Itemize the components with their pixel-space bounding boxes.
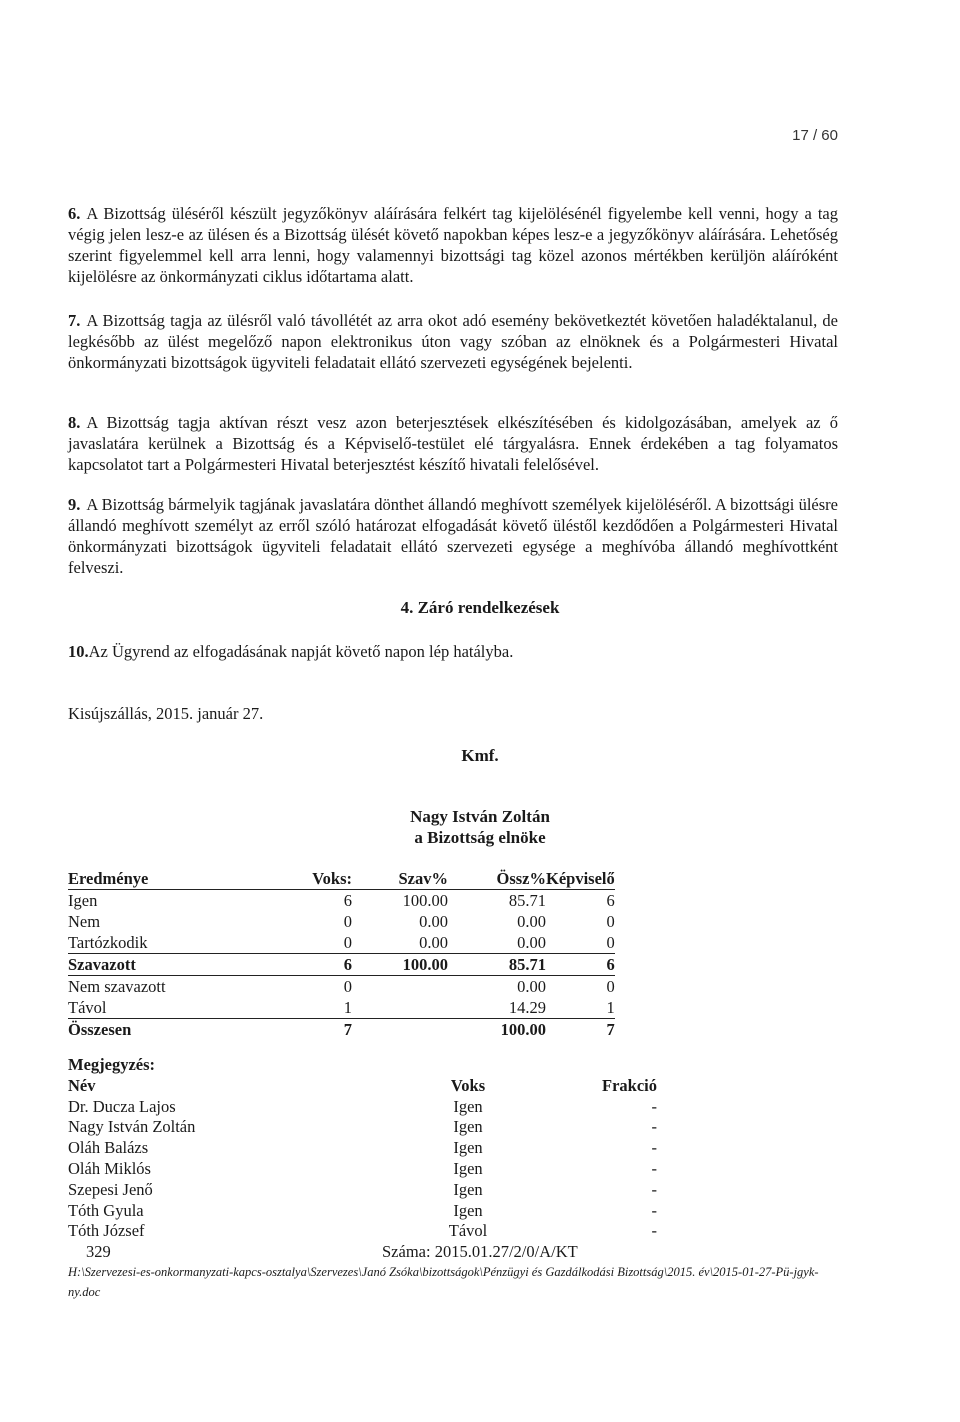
section-heading: 4. Záró rendelkezések — [400, 598, 560, 617]
table-cell: 100.00 — [500, 1020, 546, 1039]
paragraph-number: 9. — [68, 495, 81, 514]
header-vote: Voks — [450, 1075, 486, 1095]
paragraph-text: A Bizottság bármelyik tagjának javaslatára dönthet állandó meghívott személyek kijelöléséről. A bizottsági ülésre állandó meghívott személyt az erről szóló határozat elfogadását követő üléstől kezdődően a Polgármesteri Hivatal önkormányzati bizottságok ügyviteli feladatait ellátó szervezeti egysége a meghívóba állandó meghívottként felveszi. — [68, 495, 838, 577]
table-row — [68, 890, 615, 912]
header-faction: Frakció — [602, 1075, 657, 1095]
header-cell: Eredménye — [68, 868, 264, 890]
paragraph-6 — [68, 203, 838, 287]
signer-title: a Bizottság elnöke — [414, 828, 546, 847]
table-cell: 7 — [343, 1020, 352, 1039]
paragraph-text: A Bizottság tagja aktívan részt vesz azon beterjesztések elkészítésében és kidolgozásában, amelyek az ő javaslatára kerülnek a Bizottság és a Képviselő-testület elé tárgyalásra. Ennek érdekében a tag folyamatos kapcsolatot tart a Polgármesteri Hivatal beterjesztést készítő hivatali felelősével. — [68, 413, 838, 474]
member-vote: Igen — [453, 1096, 483, 1116]
table-cell: 0.00 — [419, 912, 448, 931]
member-faction: - — [651, 1221, 657, 1241]
member-name: Szepesi Jenő — [68, 1179, 153, 1199]
table-cell — [352, 976, 448, 998]
table-cell: Igen — [68, 891, 98, 910]
table-cell: 0 — [343, 977, 352, 996]
table-cell: 0.00 — [448, 932, 546, 954]
paragraph-7 — [68, 310, 838, 373]
table-cell: 0 — [606, 912, 615, 931]
table-cell: 0 — [606, 977, 615, 996]
table-cell: 6 — [264, 954, 352, 976]
table-cell: 6 — [606, 891, 615, 910]
paragraph-number: 10. — [68, 642, 89, 661]
table-cell: 6 — [546, 954, 615, 976]
member-vote: Igen — [453, 1200, 483, 1220]
member-faction: - — [651, 1096, 657, 1116]
paragraph-text: A Bizottság tagja az ülésről való távollétét az arra okot adó esemény bekövetkeztét követően haladéktalanul, de legkésőbb az ülést megelőző napon elektronikus úton vagy szóban az elnöknek és a Polgármesteri Hivatal önkormányzati bizottságok ügyviteli feladatait ellátó szervezeti egységének bejelenti. — [68, 311, 838, 372]
table-cell: 0 — [264, 932, 352, 954]
header-name: Név — [68, 1075, 96, 1095]
member-faction: - — [651, 1179, 657, 1199]
table-cell: 1 — [264, 997, 352, 1019]
header-cell: Képviselő — [546, 869, 615, 888]
paragraph-text: A Bizottság üléséről készült jegyzőkönyv aláírására felkért tag kijelölésénél figyelembe kell venni, hogy a tag végig jelen lesz-e az ülésen és a Bizottság ülését követő napokban képes lesz-e a jegyzőkönyv aláírására. Lehetőség szerint figyelemmel kell arra lenni, hogy valamennyi bizottsági tag közel azonos mértékben kerüljön aláíróként kijelölésre az önkormányzati ciklus időtartama alatt. — [68, 204, 838, 286]
table-cell — [352, 997, 448, 1019]
table-row — [68, 976, 615, 998]
table-row — [68, 932, 615, 954]
member-name: Tóth Gyula — [68, 1200, 144, 1220]
table-cell: Nem — [68, 912, 101, 931]
table-cell: 1 — [546, 997, 615, 1019]
megjegyzes-label: Megjegyzés: — [68, 1055, 156, 1074]
table-row — [68, 1019, 615, 1041]
table-row — [68, 954, 615, 976]
paragraph-9 — [68, 494, 838, 578]
table-cell: 85.71 — [448, 954, 546, 976]
result-table-header — [68, 868, 615, 890]
table-row — [68, 911, 615, 932]
member-faction: - — [651, 1158, 657, 1178]
table-cell: Távol — [68, 997, 264, 1019]
member-vote: Igen — [453, 1117, 483, 1137]
member-vote: Igen — [453, 1158, 483, 1178]
signer-name: Nagy István Zoltán — [410, 807, 550, 826]
paragraph-text: Az Ügyrend az elfogadásának napját követő napon lép hatályba. — [88, 642, 514, 661]
member-name: Oláh Balázs — [68, 1138, 149, 1158]
member-name: Dr. Ducza Lajos — [68, 1096, 176, 1116]
place-date: Kisújszállás, 2015. január 27. — [68, 704, 264, 723]
header-cell: Voks: — [264, 868, 352, 890]
member-vote: Igen — [453, 1179, 483, 1199]
result-table — [68, 868, 615, 1040]
paragraph-8 — [68, 412, 838, 475]
table-cell: Szavazott — [68, 954, 264, 976]
table-cell — [352, 1019, 448, 1041]
table-cell: 0.00 — [517, 912, 546, 931]
member-faction: - — [651, 1138, 657, 1158]
table-cell: 6 — [343, 891, 352, 910]
member-name: Tóth József — [68, 1221, 145, 1241]
member-vote: Igen — [453, 1138, 483, 1158]
table-cell: 0 — [546, 932, 615, 954]
table-cell: Nem szavazott — [68, 977, 166, 996]
member-name: Nagy István Zoltán — [68, 1117, 196, 1137]
member-faction: - — [651, 1117, 657, 1137]
table-cell: 0.00 — [517, 977, 546, 996]
page-number: 17 / 60 — [792, 127, 838, 144]
table-row — [68, 997, 615, 1019]
paragraph-number: 8. — [68, 413, 81, 432]
table-cell: 7 — [606, 1020, 615, 1039]
table-cell: Tartózkodik — [68, 932, 264, 954]
header-cell: Szav% — [352, 868, 448, 890]
table-cell: Összesen — [68, 1020, 132, 1039]
paragraph-10 — [68, 641, 838, 662]
footer-file-path: H:\Szervezesi-es-onkormanyzati-kapcs-osztalya\Szervezes\Janó Zsóka\bizottságok\Pénzügyi és Gazdálkodási Bizottság\2015. év\2015-01-27-Pü-jgyk-ny.doc — [68, 1265, 819, 1299]
paragraph-number: 7. — [68, 311, 81, 330]
table-cell: 100.00 — [352, 954, 448, 976]
member-faction: - — [651, 1200, 657, 1220]
decision-number: 329 — [86, 1242, 111, 1262]
kmf-label: Kmf. — [461, 746, 499, 765]
member-vote: Távol — [448, 1221, 488, 1241]
table-cell: 14.29 — [448, 997, 546, 1019]
decision-reference: Száma: 2015.01.27/2/0/A/KT — [382, 1242, 578, 1262]
header-cell: Össz% — [448, 868, 546, 890]
table-cell: 0.00 — [352, 932, 448, 954]
table-cell: 100.00 — [402, 891, 448, 910]
table-cell: 85.71 — [508, 891, 546, 910]
member-name: Oláh Miklós — [68, 1158, 151, 1178]
table-cell: 0 — [343, 912, 352, 931]
paragraph-number: 6. — [68, 204, 81, 223]
